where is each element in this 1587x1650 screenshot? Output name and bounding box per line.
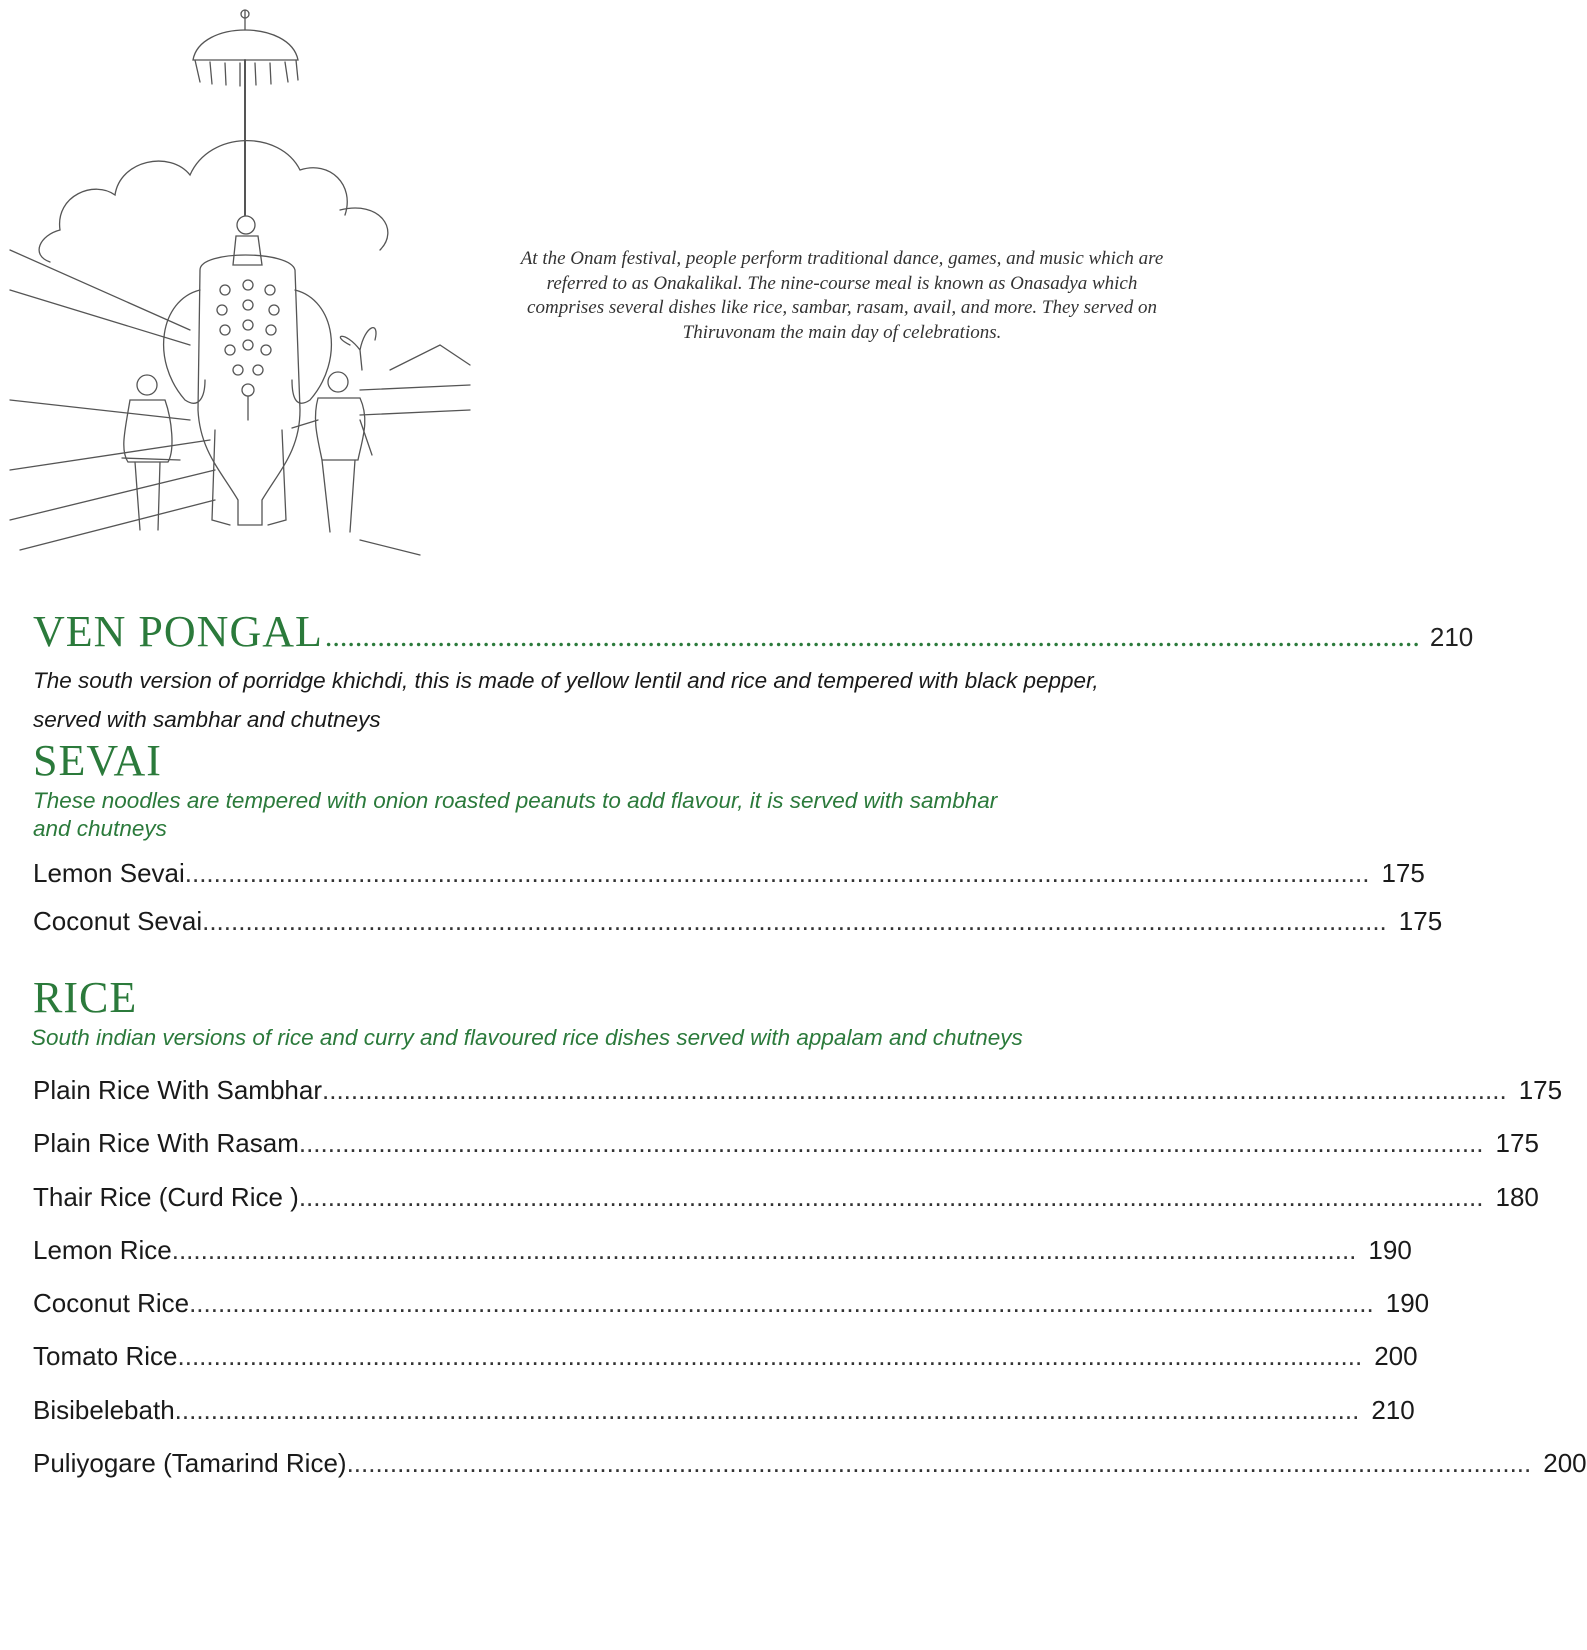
item-leader: ....................................................................................................................................................................	[298, 1181, 1484, 1212]
item-name: Plain Rice With Rasam	[33, 1128, 299, 1159]
item-name: Lemon Sevai	[33, 858, 185, 888]
item-name: Lemon Rice	[33, 1234, 172, 1265]
item-leader: ....................................................................................................................................................................	[346, 1448, 1532, 1479]
item-name: Bisibelebath	[33, 1394, 175, 1425]
item-name: Plain Rice With Sambhar	[33, 1075, 322, 1105]
ven-pongal-title: VEN PONGAL	[33, 607, 323, 656]
menu-item	[33, 1234, 1412, 1288]
item-leader: ....................................................................................................................................................................	[174, 1394, 1360, 1425]
menu-item	[33, 1075, 1563, 1128]
item-name: Puliyogare (Tamarind Rice)	[33, 1448, 347, 1479]
ven-pongal-description: The south version of porridge khichdi, this is made of yellow lentil and rice and tempered with black pepper, served with sambhar and chutneys	[33, 668, 1099, 732]
item-name: Coconut Sevai	[33, 906, 203, 936]
item-price: 180	[1495, 1181, 1539, 1212]
item-price: 175	[1518, 1075, 1563, 1105]
item-name: Thair Rice (Curd Rice )	[33, 1181, 299, 1212]
sevai-title: SEVAI	[33, 736, 162, 785]
item-price: 175	[1381, 858, 1425, 888]
menu-item	[33, 1394, 1415, 1448]
sevai-items	[33, 858, 1443, 954]
item-leader: ....................................................................................................................................................................	[189, 1288, 1374, 1319]
sevai-section	[33, 735, 1183, 843]
sevai-description: These noodles are tempered with onion roasted peanuts to add flavour, it is served with sambhar and chutneys	[33, 788, 998, 841]
menu-item	[33, 1448, 1587, 1501]
item-leader: ....................................................................................................................................................................	[202, 906, 1387, 936]
item-name: Coconut Rice	[33, 1288, 190, 1319]
intro-text: At the Onam festival, people perform traditional dance, games, and music which are referred to as Onakalikal. The nine-course meal is known as Onasadya which comprises several dishes like rice, sambar, rasam, avail, and more. They served on Thiruvonam the main day of celebrations.	[520, 248, 1164, 343]
item-name: Tomato Rice	[33, 1341, 178, 1372]
rice-title: RICE	[33, 973, 138, 1022]
menu-item	[33, 906, 1443, 954]
item-price: 210	[1371, 1394, 1415, 1425]
ven-pongal-row	[33, 606, 1474, 657]
item-leader: ....................................................................................................................................................................	[177, 1341, 1363, 1372]
rice-section	[33, 972, 1183, 1052]
ven-pongal-section	[33, 606, 1474, 739]
item-price: 190	[1385, 1288, 1430, 1319]
ven-pongal-leader: ..................................................................................................................................................	[324, 620, 1420, 653]
menu-item	[33, 1288, 1430, 1341]
rice-description: South indian versions of rice and curry and flavoured rice dishes served with appalam and chutneys	[31, 1025, 1023, 1050]
item-price: 175	[1495, 1128, 1539, 1159]
item-leader: ....................................................................................................................................................................	[298, 1128, 1484, 1159]
elephant-procession-sketch-icon	[0, 0, 500, 590]
menu-item	[33, 858, 1425, 906]
menu-item	[33, 1341, 1418, 1394]
item-price: 175	[1398, 906, 1443, 936]
ven-pongal-price: 210	[1429, 622, 1474, 652]
item-price: 190	[1368, 1234, 1412, 1265]
item-leader: ....................................................................................................................................................................	[171, 1234, 1357, 1265]
menu-item	[33, 1181, 1539, 1235]
rice-items	[33, 1075, 1587, 1501]
item-price: 200	[1374, 1341, 1418, 1372]
item-leader: ....................................................................................................................................................................	[322, 1075, 1507, 1105]
elephant-procession-illustration	[0, 0, 500, 590]
item-leader: ....................................................................................................................................................................	[184, 858, 1370, 888]
menu-item	[33, 1128, 1539, 1181]
item-price: 200	[1543, 1448, 1587, 1479]
